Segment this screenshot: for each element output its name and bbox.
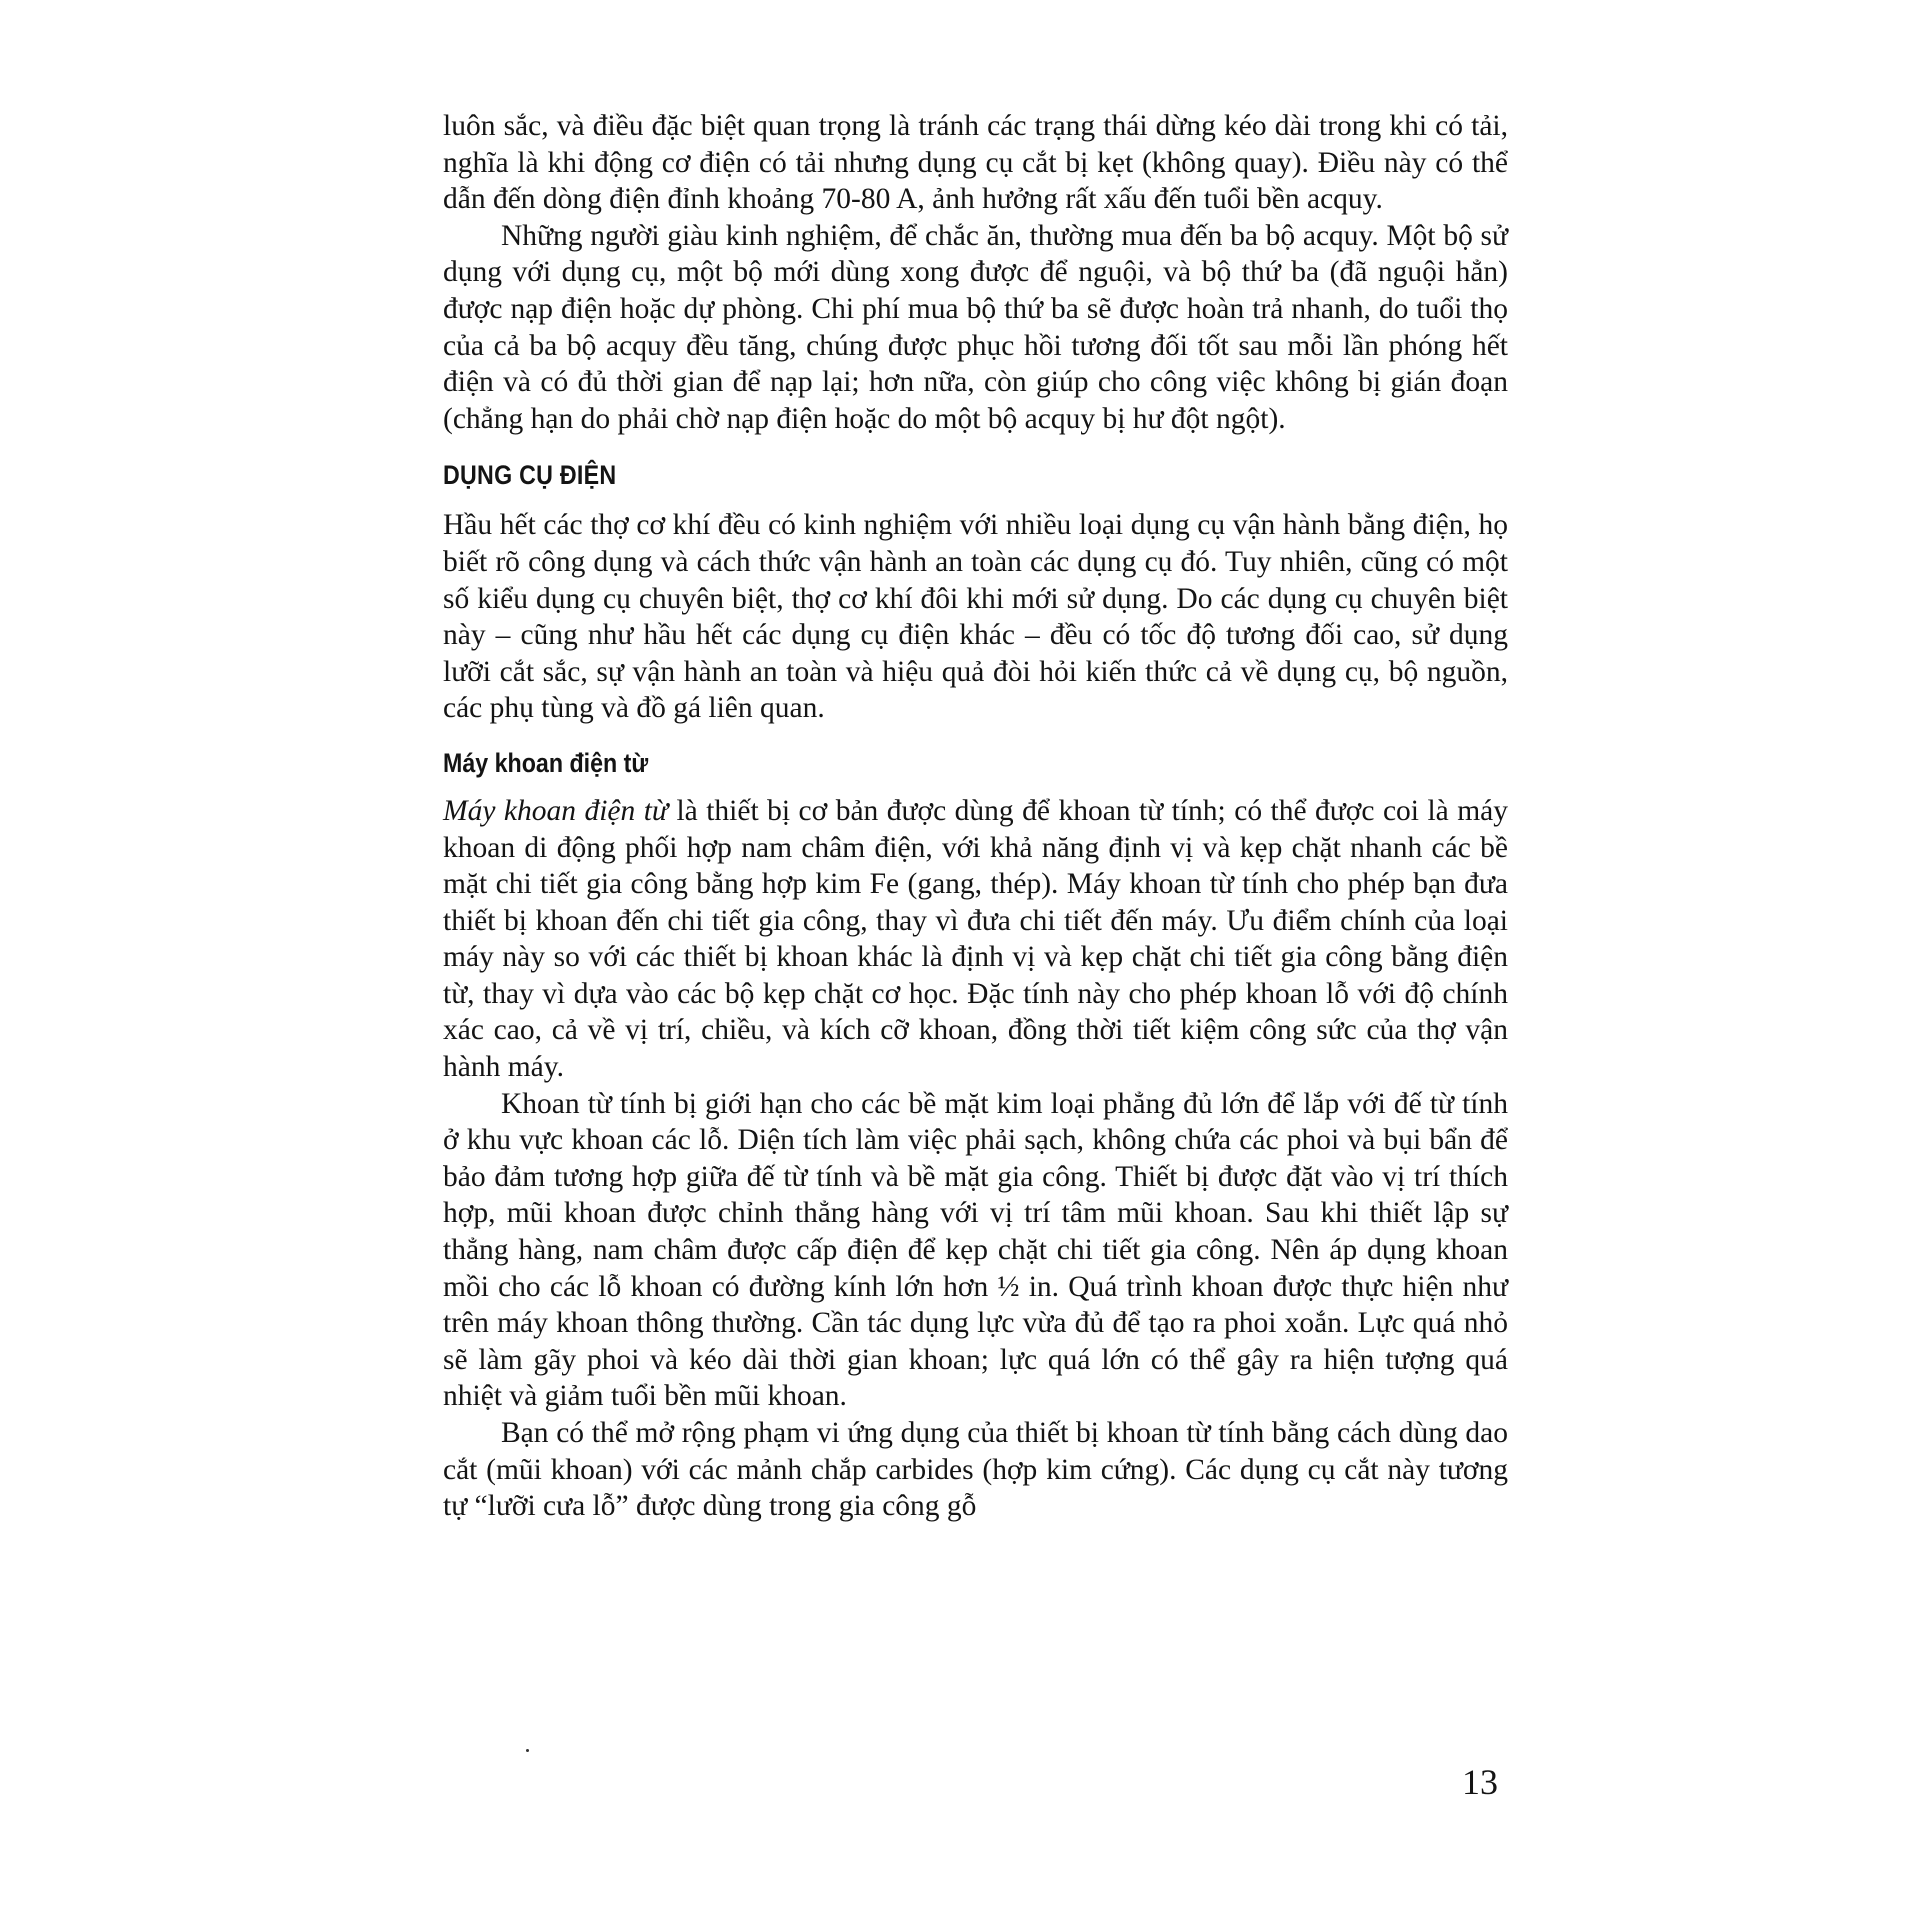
paragraph-acquy: Những người giàu kinh nghiệm, để chắc ăn, thường mua đến ba bộ acquy. Một bộ sử dụng với dụng cụ, một bộ mới dùng xong được để nguội, và bộ thứ ba (đã nguội hẳn) được nạp điện hoặc dự phòng. Chi phí mua bộ thứ ba sẽ được hoàn trả nhanh, do tuổi thọ của cả ba bộ acquy đều tăng, chúng được phục hồi tương đối tốt sau mỗi lần phóng hết điện và có đủ thời gian để nạp lại; hơn nữa, còn giúp cho công việc không bị gián đoạn (chẳng hạn do phải chờ nạp điện hoặc do một bộ acquy bị hư đột ngột).	[443, 219, 1508, 435]
paragraph-drill-limits: Khoan từ tính bị giới hạn cho các bề mặt kim loại phẳng đủ lớn để lắp với đế từ tính ở khu vực khoan các lỗ. Diện tích làm việc phải sạch, không chứa các phoi và bụi bẩn để bảo đảm tương hợp giữa đế từ tính và bề mặt gia công. Thiết bị được đặt vào vị trí thích hợp, mũi khoan được chỉnh thẳng hàng với vị trí tâm mũi khoan. Sau khi thiết lập sự thẳng hàng, nam châm được cấp điện để kẹp chặt chi tiết gia công. Nên áp dụng khoan mồi cho các lỗ khoan có đường kính lớn hơn ½ in. Quá trình khoan được thực hiện như trên máy khoan thông thường. Cần tác dụng lực vừa đủ để tạo ra phoi xoắn. Lực quá nhỏ sẽ làm gãy phoi và kéo dài thời gian khoan; lực quá lớn có thể gây ra hiện tượng quá nhiệt và giảm tuổi bền mũi khoan.	[443, 1087, 1508, 1413]
subsection-heading: Máy khoan điện từ	[443, 747, 649, 778]
paragraph-drill-intro-text: là thiết bị cơ bản được dùng để khoan từ tính; có thể được coi là máy khoan di động phối hợp nam châm điện, với khả năng định vị và kẹp chặt nhanh các bề mặt chi tiết gia công bằng hợp kim Fe (gang, thép). Máy khoan từ tính cho phép bạn đưa thiết bị khoan đến chi tiết gia công, thay vì đưa chi tiết đến máy. Ưu điểm chính của loại máy này so với các thiết bị khoan khác là định vị và kẹp chặt chi tiết gia công bằng điện từ, thay vì dựa vào các bộ kẹp chặt cơ học. Đặc tính này cho phép khoan lỗ với độ chính xác cao, cả về vị trí, chiều, và kích cỡ khoan, đồng thời tiết kiệm công sức của thợ vận hành máy.	[443, 794, 1508, 1084]
page-number: 13	[1462, 1762, 1498, 1802]
paragraph-drill-extension: Bạn có thể mở rộng phạm vi ứng dụng của thiết bị khoan từ tính bằng cách dùng dao cắt (mũi khoan) với các mảnh chắp carbides (hợp kim cứng). Các dụng cụ cắt này tương tự “lưỡi cưa lỗ” được dùng trong gia công gỗ	[443, 1417, 1508, 1523]
italic-term: Máy khoan điện từ	[443, 794, 668, 827]
paragraph-drill-intro	[443, 793, 1508, 1086]
paragraph-section-intro: Hầu hết các thợ cơ khí đều có kinh nghiệm với nhiều loại dụng cụ vận hành bằng điện, họ biết rõ công dụng và cách thức vận hành an toàn các dụng cụ đó. Tuy nhiên, cũng có một số kiểu dụng cụ chuyên biệt, thợ cơ khí đôi khi mới sử dụng. Do các dụng cụ chuyên biệt này – cũng như hầu hết các dụng cụ điện khác – đều có tốc độ tương đối cao, sử dụng lưỡi cắt sắc, sự vận hành an toàn và hiệu quả đòi hỏi kiến thức cả về dụng cụ, bộ nguồn, các phụ tùng và đồ gá liên quan.	[443, 509, 1508, 725]
page-body	[443, 108, 1508, 1525]
section-heading: DỤNG CỤ ĐIỆN	[443, 460, 617, 491]
print-speck	[526, 1749, 529, 1752]
paragraph-continued: luôn sắc, và điều đặc biệt quan trọng là tránh các trạng thái dừng kéo dài trong khi có tải, nghĩa là khi động cơ điện có tải nhưng dụng cụ cắt bị kẹt (không quay). Điều này có thể dẫn đến dòng điện đỉnh khoảng 70-80 A, ảnh hưởng rất xấu đến tuổi bền acquy.	[443, 110, 1508, 216]
